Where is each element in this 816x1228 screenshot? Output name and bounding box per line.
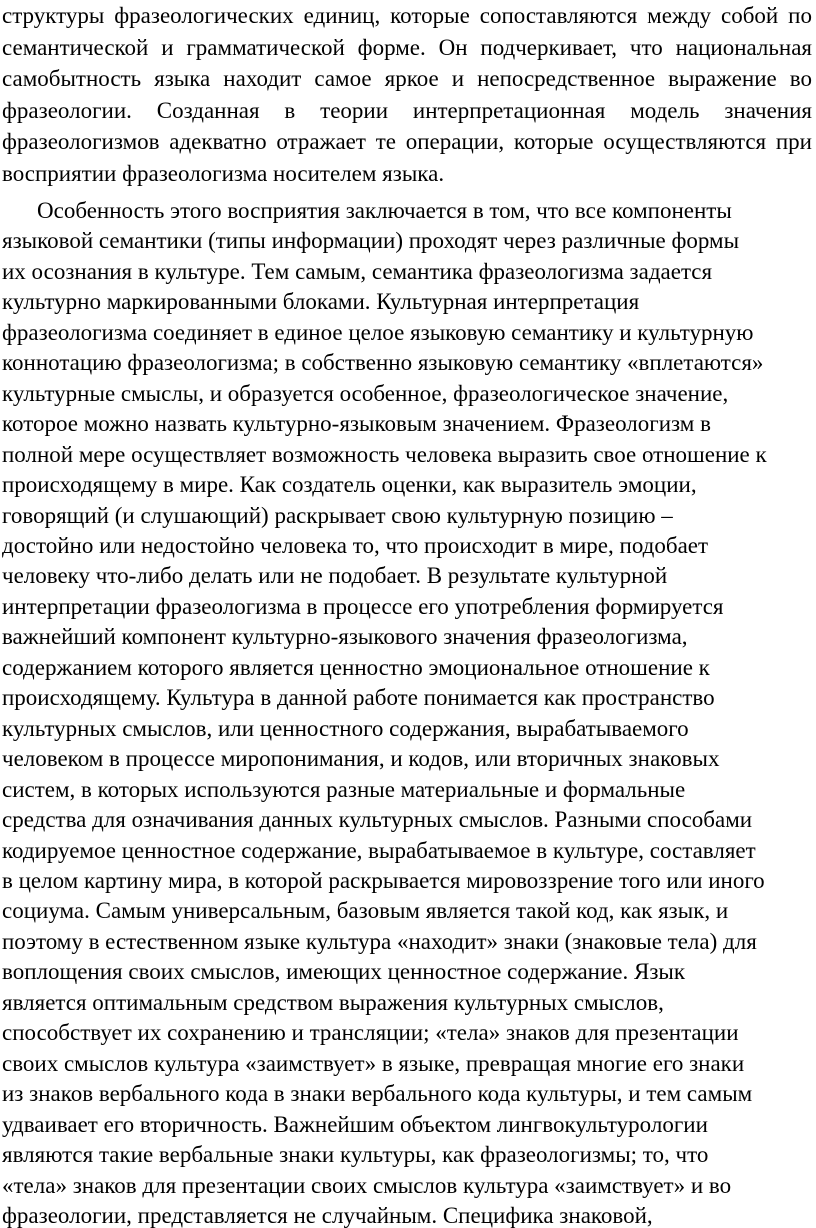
text-line: средства для означивания данных культурных смыслов. Разными способами: [2, 807, 753, 833]
text-line: поэтому в естественном языке культура «находит» знаки (знаковые тела) для: [2, 928, 757, 954]
text-line: является оптимальным средством выражения культурных смыслов,: [2, 989, 664, 1015]
text-line: коннотацию фразеологизма; в собственно языковую семантику «вплетаются»: [2, 350, 764, 376]
text-line: которое можно назвать культурно-языковым значением. Фразеологизм в: [2, 411, 711, 437]
text-line: фразеологизма соединяет в единое целое языковую семантику и культурную: [2, 319, 754, 345]
text-line: Особенность этого восприятия заключается в том, что все компоненты: [37, 198, 732, 223]
text-line: из знаков вербального кода в знаки вербального кода культуры, и тем самым: [2, 1081, 753, 1107]
text-line: языковой семантики (типы информации) проходят через различные формы: [2, 228, 740, 254]
text-line: важнейший компонент культурно-языкового значения фразеологизма,: [2, 624, 688, 650]
text-line: систем, в которых используются разные материальные и формальные: [2, 776, 686, 802]
text-line: человеком в процессе миропонимания, и кодов, или вторичных знаковых: [2, 746, 720, 772]
text-line: происходящему. Культура в данной работе понимается как пространство: [2, 685, 715, 711]
text-line: кодируемое ценностное содержание, вырабатываемое в культуре, составляет: [2, 837, 756, 863]
text-line: достойно или недостойно человека то, что происходит в мире, подобает: [2, 532, 709, 558]
text-line: «тела» знаков для презентации своих смыслов культура «заимствует» и во: [2, 1172, 732, 1198]
text-line: своих смыслов культура «заимствует» в языке, превращая многие его знаки: [2, 1050, 745, 1076]
text-line: происходящему в мире. Как создатель оценки, как выразитель эмоции,: [2, 472, 697, 498]
text-line: удваивает его вторичность. Важнейшим объектом лингвокультурологии: [2, 1111, 708, 1137]
paragraph-1: структуры фразеологических единиц, которые сопоставляются между собой по семантической и грамматической форме. Он подчеркивает, что национальная самобытность языка находит самое яркое и непосредственное выражение во фразеологии. Созданная в теории интерпретационная модель значения фразеологизмов адекватно отражает те операции, которые осуществляются при восприятии фразеологизма носителем языка.: [2, 3, 812, 186]
text-line: являются такие вербальные знаки культуры, как фразеологизмы; то, что: [2, 1142, 709, 1168]
text-line: их осознания в культуре. Тем самым, семантика фразеологизма задается: [2, 258, 713, 284]
text-line: культурные смыслы, и образуется особенное, фразеологическое значение,: [2, 380, 729, 406]
text-line: в целом картину мира, в которой раскрывается мировоззрение того или иного: [2, 867, 765, 893]
text-line: содержанием которого является ценностно эмоциональное отношение к: [2, 654, 710, 680]
text-line: полной мере осуществляет возможность человека выразить свое отношение к: [2, 441, 767, 467]
text-line: говорящий (и слушающий) раскрывает свою культурную позицию –: [2, 502, 673, 528]
paragraph-2: [2, 196, 814, 1228]
text-line: социума. Самым универсальным, базовым является такой код, как язык, и: [2, 898, 729, 924]
text-line: способствует их сохранению и трансляции; «тела» знаков для презентации: [2, 1020, 739, 1046]
text-line: интерпретации фразеологизма в процессе его употребления формируется: [2, 593, 724, 619]
text-line: культурно маркированными блоками. Культурная интерпретация: [2, 289, 640, 315]
text-line: человеку что-либо делать или не подобает. В результате культурной: [2, 563, 668, 589]
text-line: воплощения своих смыслов, имеющих ценностное содержание. Язык: [2, 959, 686, 985]
text-line: культурных смыслов, или ценностного содержания, вырабатываемого: [2, 715, 689, 741]
text-line: фразеологии, представляется не случайным. Специфика знаковой,: [2, 1202, 653, 1228]
